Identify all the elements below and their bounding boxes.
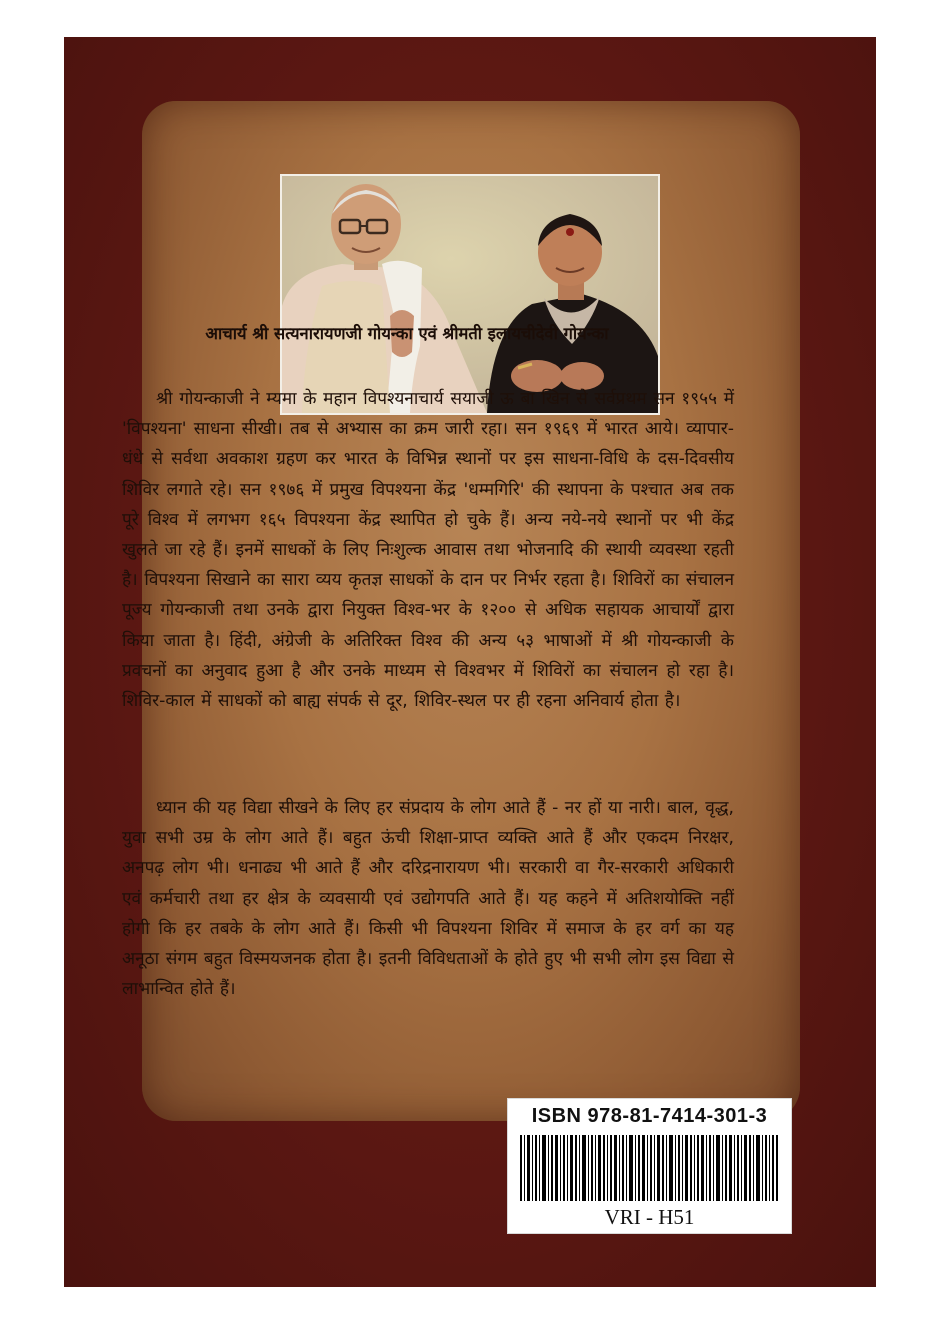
barcode-bars (520, 1135, 778, 1201)
publisher-code: VRI - H51 (604, 1205, 695, 1229)
isbn-number: ISBN 978-81-7414-301-3 (531, 1105, 768, 1127)
author-photo (280, 174, 660, 415)
photo-caption: आचार्य श्री सत्यनारायणजी गोयन्का एवं श्रीमती इलायचीदेवी गोयन्का (205, 324, 609, 343)
isbn-barcode (507, 1098, 792, 1234)
participants-paragraph: ध्यान की यह विद्या सीखने के लिए हर संप्रदाय के लोग आते हैं - नर हों या नारी। बाल, वृद्ध, युवा सभी उम्र के लोग आते हैं। बहुत ऊंची शिक्षा-प्राप्त व्यक्ति आते हैं और एकदम निरक्षर, अनपढ़ लोग भी। धनाढ्य भी आते हैं और दरिद्रनारायण भी। सरकारी वा गैर-सरकारी अधिकारी एवं कर्मचारी तथा हर क्षेत्र के व्यवसायी एवं उद्योगपति आते हैं। यह कहने में अतिशयोक्ति नहीं होगी कि हर तबके के लोग आते हैं। किसी भी विपश्यना शिविर में समाज के हर वर्ग का यह अनूठा संगम बहुत विस्मयजनक होता है। इतनी विविधताओं के होते हुए भी सभी लोग इस विद्या से लाभान्वित होते हैं। (122, 798, 734, 1000)
biography-paragraph: श्री गोयन्काजी ने म्यमा के महान विपश्यनाचार्य सयाजी ऊ बा खिन से सर्वप्रथम सन १९५५ में 'विपश्यना' साधना सीखी। तब से अभ्यास का क्रम जारी रहा। सन १९६९ में भारत आये। व्यापार-धंधे से सर्वथा अवकाश ग्रहण कर भारत के विभिन्न स्थानों पर इस साधना-विधि के दस-दिवसीय शिविर लगाते रहे। सन १९७६ में प्रमुख विपश्यना केंद्र 'धम्मगिरि' की स्थापना के पश्चात अब तक पूरे विश्व में लगभग १६५ विपश्यना केंद्र स्थापित हो चुके हैं। अन्य नये-नये स्थानों पर भी केंद्र खुलते जा रहे हैं। इनमें साधकों के लिए निःशुल्क आवास तथा भोजनादि की स्थायी व्यवस्था रहती है। विपश्यना सिखाने का सारा व्यय कृतज्ञ साधकों के दान पर निर्भर रहता है। शिविरों का संचालन पूज्य गोयन्काजी तथा उनके द्वारा नियुक्त विश्व-भर के १२०० से अधिक सहायक आचार्यों द्वारा किया जाता है। हिंदी, अंग्रेजी के अतिरिक्त विश्व की अन्य ५३ भाषाओं में श्री गोयन्काजी के प्रवचनों का अनुवाद हुआ है और उनके माध्यम से विश्वभर में शिविरों का संचालन हो रहा है। शिविर-काल में साधकों को बाह्य संपर्क से दूर, शिविर-स्थल पर ही रहना अनिवार्य होता है। (122, 389, 734, 712)
